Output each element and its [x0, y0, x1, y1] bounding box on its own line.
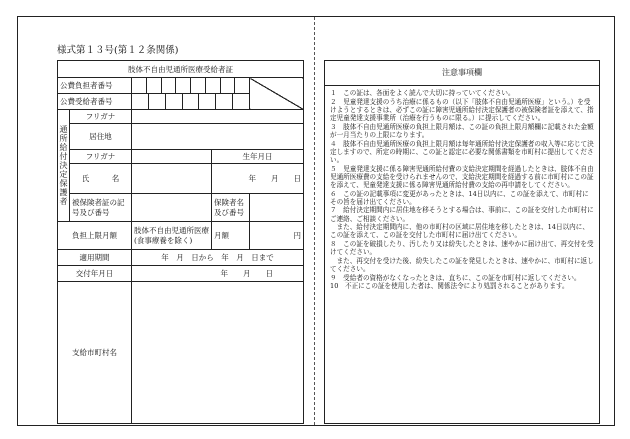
- insured-symbol-label: 被保険者証の記号及び番号: [70, 194, 132, 222]
- note-item: ９ 受給者の資格がなくなったときは、直ちに、この証を市町村に返してください。: [330, 273, 581, 282]
- birth-date-label: 生年月日: [212, 150, 304, 164]
- name-field: [132, 164, 212, 194]
- notes-list: [325, 86, 599, 294]
- note-item: １ この証は、各面をよく読んで大切に持っていてください。: [330, 89, 515, 97]
- guardian-section-label: 通所給付決定保護者: [58, 110, 70, 222]
- public-payer-number-boxes: [132, 78, 250, 94]
- yen-unit: 円: [250, 222, 304, 250]
- valid-period-label: 適用期間: [58, 250, 132, 266]
- valid-period-value: 年 月 日から 年 月 日まで: [132, 250, 304, 266]
- birth-date-value: 年 月 日: [212, 164, 304, 194]
- public-recipient-number-boxes: [132, 94, 250, 110]
- certificate-table: [57, 60, 304, 424]
- note-item: 10 不正にこの証を使用した者は、関係法令により処罰されることがあります。: [330, 282, 569, 291]
- public-payer-number-label: 公費負担者番号: [58, 78, 132, 94]
- note-item: また、給付決定期間内に、他の市町村の区域に居住地を移したときは、14日以内に、この証を添えて、この証を交付した市町村に届け出てください。: [330, 223, 589, 240]
- copay-limit-detail: 肢体不自由児通所医療(食事療養を除く): [132, 222, 212, 250]
- copay-limit-label: 負担上限月額: [58, 222, 132, 250]
- issue-date-value: 年 月 日: [132, 266, 304, 282]
- note-item: ５ 児童発達支援に係る障害児通所給付費の支給決定期間を経過したときは、肢体不自由児通所医療費の支給を受けられませんので、支給決定期間を経過する前に市町村にこの証を添えて、児童発達支援に係る障害児通所給付費の支給の再申請をしてください。: [330, 164, 594, 189]
- note-item: ２ 児童発達支援のうち治療に係るもの（以下「肢体不自由児通所医療」という。）を受けようとするときは、必ずこの証に障害児通所給付決定保護者の被保険者証を添えて、指定児童発達支援事業所（治療を行うものに限る。）に提示してください。: [330, 97, 594, 123]
- insurer-name-field: [250, 194, 304, 222]
- note-item: また、再交付を受けた後、紛失したこの証を発見したときは、速やかに、市町村に返してください。: [330, 256, 594, 274]
- form-number: 様式第１３号(第１２条関係): [57, 45, 179, 56]
- fold-line: [314, 17, 316, 425]
- issue-date-label: 交付年月日: [58, 266, 132, 282]
- municipality-label: 支給市町村名: [58, 282, 132, 424]
- notes-title: 注意事項欄: [325, 61, 599, 86]
- insured-symbol-field: [132, 194, 212, 222]
- note-item: ７ 給付決定期間内に居住地を移そうとする場合は、事前に、この証を交付した市町村にご連絡、ご相談ください。: [330, 206, 594, 223]
- note-item: ８ この証を破損したり、汚したり又は紛失したときは、速やかに届け出て、再交付を受けてください。: [330, 240, 594, 257]
- furigana2-label: フリガナ: [70, 150, 132, 164]
- note-item: ３ 肢体不自由児通所医療の負担上限月額は、この証の負担上限月額欄に記載された金額が一月当たりの上限になります。: [330, 122, 594, 139]
- furigana-label: フリガナ: [70, 110, 132, 124]
- diagonal-cell: [250, 78, 304, 110]
- public-recipient-number-label: 公費受給者番号: [58, 94, 132, 110]
- certificate-title: 肢体不自由児通所医療受給者証: [58, 61, 304, 78]
- furigana-field: [132, 110, 304, 124]
- address-label: 居住地: [70, 124, 132, 150]
- insurer-name-label: 保険者名及び番号: [212, 194, 250, 222]
- notes-panel: [324, 60, 600, 424]
- municipality-field: [132, 282, 304, 424]
- name-label: 氏 名: [70, 164, 132, 194]
- monthly-amount-label: 月額: [212, 222, 250, 250]
- furigana2-field: [132, 150, 212, 164]
- address-field: [132, 124, 304, 150]
- note-item: ４ 肢体不自由児通所医療の負担上限月額は毎年通所給付決定保護者の収入等に応じて決定しますので、所定の時期に、この証と認定に必要な関係書類を市町村に提出してください。: [330, 139, 594, 164]
- note-item: ６ この証の記載事項に変更があったときは、14日以内に、この証を添えて、市町村にその旨を届け出てください。: [330, 189, 589, 206]
